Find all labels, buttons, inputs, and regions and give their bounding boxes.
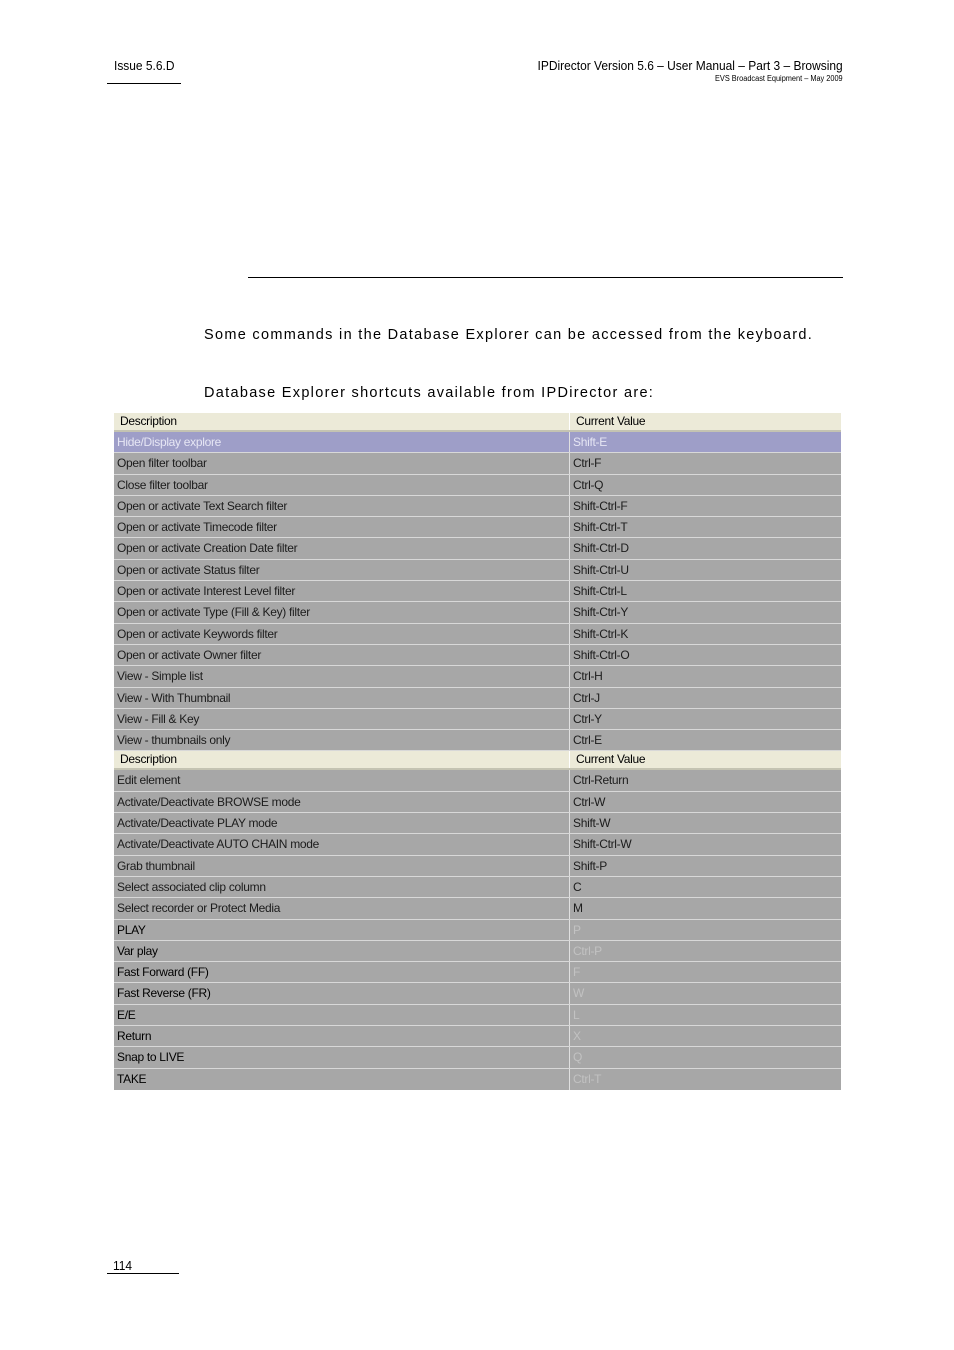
- shortcut-description: Open or activate Timecode filter: [114, 517, 570, 537]
- shortcut-description: Open or activate Text Search filter: [114, 496, 570, 516]
- shortcut-value: Shift-Ctrl-K: [573, 626, 629, 641]
- shortcut-description: Select associated clip column: [114, 877, 570, 897]
- table-row[interactable]: [114, 813, 841, 834]
- shortcut-value: W: [573, 986, 585, 1001]
- shortcut-value: Shift-Ctrl-Y: [573, 605, 629, 620]
- table-row[interactable]: [114, 792, 841, 813]
- shortcut-description: Return: [114, 1026, 570, 1046]
- shortcut-description: Open or activate Type (Fill & Key) filter: [114, 602, 570, 622]
- shortcut-value: C: [573, 879, 582, 894]
- shortcut-value: Ctrl-Return: [573, 773, 629, 788]
- table-row[interactable]: [114, 602, 841, 623]
- shortcut-value: Shift-E: [573, 435, 607, 449]
- column-header-value: Current Value: [576, 414, 646, 428]
- table-row[interactable]: [114, 432, 841, 453]
- shortcut-value: Ctrl-F: [573, 456, 602, 471]
- shortcut-description: TAKE: [114, 1069, 570, 1090]
- table-row[interactable]: [114, 962, 841, 983]
- table-row[interactable]: [114, 877, 841, 898]
- shortcut-value: Ctrl-H: [573, 669, 603, 684]
- shortcut-description: Open or activate Owner filter: [114, 645, 570, 665]
- shortcut-description: Fast Forward (FF): [114, 962, 570, 982]
- shortcut-description: Snap to LIVE: [114, 1047, 570, 1067]
- shortcut-value: L: [573, 1007, 580, 1022]
- table-row[interactable]: [114, 730, 841, 751]
- footer-rule: [107, 1273, 179, 1274]
- shortcut-value: Ctrl-P: [573, 943, 602, 958]
- table-row[interactable]: [114, 496, 841, 517]
- table-row[interactable]: [114, 1026, 841, 1047]
- shortcut-value: Shift-P: [573, 858, 607, 873]
- shortcut-description: Fast Reverse (FR): [114, 983, 570, 1003]
- table-row[interactable]: [114, 475, 841, 496]
- shortcut-value: Shift-Ctrl-L: [573, 584, 627, 599]
- shortcut-description: Var play: [114, 941, 570, 961]
- shortcut-value: Shift-Ctrl-W: [573, 837, 632, 852]
- shortcut-value: Shift-Ctrl-F: [573, 498, 628, 513]
- shortcut-description: View - thumbnails only: [114, 730, 570, 750]
- shortcut-value: F: [573, 965, 581, 980]
- table-row[interactable]: [114, 645, 841, 666]
- shortcut-description: Open or activate Keywords filter: [114, 624, 570, 644]
- shortcut-value: Ctrl-Y: [573, 711, 602, 726]
- shortcut-value: X: [573, 1029, 581, 1044]
- shortcut-value: Ctrl-W: [573, 794, 606, 809]
- shortcut-description: Activate/Deactivate PLAY mode: [114, 813, 570, 833]
- table-row[interactable]: [114, 1069, 841, 1090]
- table-row[interactable]: [114, 834, 841, 855]
- table-row[interactable]: [114, 688, 841, 709]
- shortcut-description: Activate/Deactivate AUTO CHAIN mode: [114, 834, 570, 854]
- manual-title: IPDirector Version 5.6 – User Manual – Part 3 – Browsing: [537, 58, 843, 73]
- shortcut-description: Close filter toolbar: [114, 475, 570, 495]
- table-row[interactable]: [114, 517, 841, 538]
- table-header-row: [114, 751, 841, 770]
- document-header: [511, 58, 843, 83]
- shortcut-value: P: [573, 922, 581, 937]
- shortcuts-intro-paragraph: Database Explorer shortcuts available from IPDirector are:: [204, 385, 655, 401]
- shortcut-description: Open or activate Interest Level filter: [114, 581, 570, 601]
- table-row[interactable]: [114, 898, 841, 919]
- shortcut-description: Edit element: [114, 770, 570, 790]
- issue-label: Issue 5.6.D: [114, 58, 175, 73]
- shortcut-description: Hide/Display explore: [114, 432, 570, 452]
- table-row[interactable]: [114, 1047, 841, 1068]
- table-row[interactable]: [114, 560, 841, 581]
- table-row[interactable]: [114, 1005, 841, 1026]
- shortcut-description: Open or activate Status filter: [114, 560, 570, 580]
- shortcut-value: M: [573, 901, 583, 916]
- shortcut-description: View - Fill & Key: [114, 709, 570, 729]
- shortcut-description: Grab thumbnail: [114, 856, 570, 876]
- table-row[interactable]: [114, 624, 841, 645]
- shortcut-description: Open filter toolbar: [114, 453, 570, 473]
- shortcut-description: Activate/Deactivate BROWSE mode: [114, 792, 570, 812]
- table-row[interactable]: [114, 941, 841, 962]
- shortcut-value: Shift-Ctrl-T: [573, 520, 628, 535]
- table-row[interactable]: [114, 856, 841, 877]
- table-row[interactable]: [114, 453, 841, 474]
- table-row[interactable]: [114, 709, 841, 730]
- table-row[interactable]: [114, 581, 841, 602]
- table-header-row: [114, 413, 841, 432]
- shortcut-description: Select recorder or Protect Media: [114, 898, 570, 918]
- table-row[interactable]: [114, 920, 841, 941]
- shortcuts-table: [114, 413, 841, 1090]
- shortcut-value: Shift-Ctrl-U: [573, 562, 629, 577]
- shortcut-description: PLAY: [114, 920, 570, 940]
- table-row[interactable]: [114, 770, 841, 791]
- shortcut-value: Ctrl-J: [573, 690, 600, 705]
- manual-subtitle: EVS Broadcast Equipment – May 2009: [715, 74, 843, 83]
- intro-paragraph: Some commands in the Database Explorer can be accessed from the keyboard.: [204, 327, 814, 343]
- column-header-description: Description: [114, 413, 570, 430]
- shortcut-value: Shift-Ctrl-O: [573, 647, 630, 662]
- page-number: 114: [113, 1258, 133, 1273]
- shortcut-description: Open or activate Creation Date filter: [114, 538, 570, 558]
- section-rule: [248, 277, 843, 278]
- shortcut-description: View - With Thumbnail: [114, 688, 570, 708]
- column-header-value: Current Value: [576, 752, 646, 767]
- shortcut-description: E/E: [114, 1005, 570, 1025]
- shortcut-value: Shift-W: [573, 816, 611, 831]
- shortcut-description: View - Simple list: [114, 666, 570, 686]
- shortcut-value: Ctrl-Q: [573, 477, 604, 492]
- header-left-rule: [107, 83, 181, 84]
- shortcut-value: Ctrl-T: [573, 1071, 602, 1086]
- shortcut-value: Q: [573, 1050, 583, 1065]
- table-row[interactable]: [114, 983, 841, 1004]
- table-row[interactable]: [114, 666, 841, 687]
- shortcut-value: Ctrl-E: [573, 733, 602, 748]
- shortcut-value: Shift-Ctrl-D: [573, 541, 629, 556]
- table-row[interactable]: [114, 538, 841, 559]
- column-header-description: Description: [114, 751, 570, 768]
